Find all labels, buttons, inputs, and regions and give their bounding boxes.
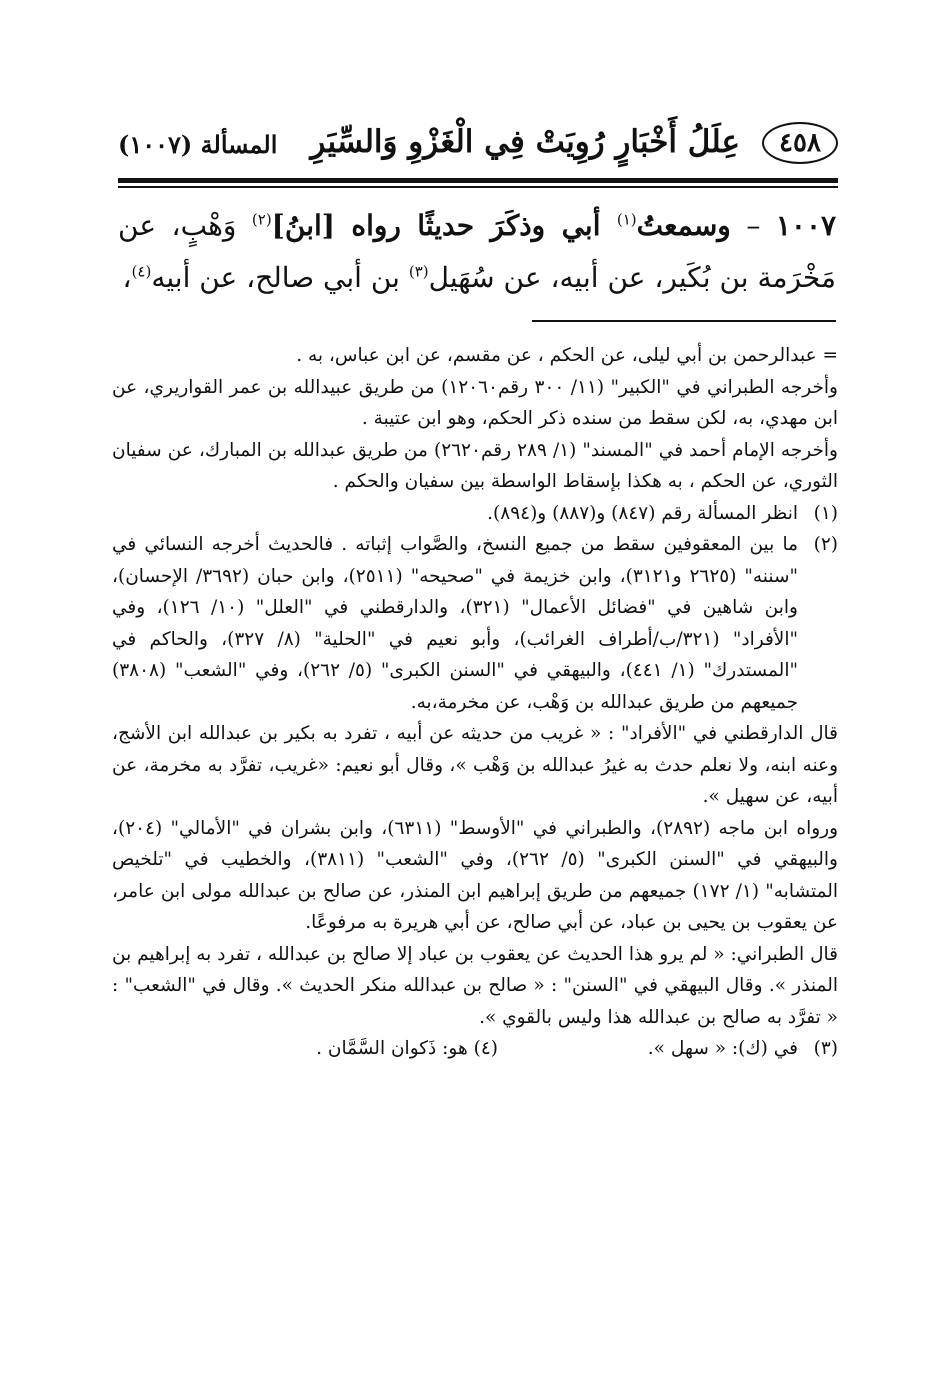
- footnote-1: [112, 498, 838, 530]
- footnote-text: ما بين المعقوفين سقط من جميع النسخ، والصَّواب إثباته . فالحديث أخرجه النسائي في "سننه" (٢٦٢٥ و٣١٢١)، وابن خزيمة في "صحيحه" (٢٥١١)، وابن حبان (٣٦٩٢/ الإحسان)، وابن شاهين في "فضائل الأعمال" (٣٢١)، والدارقطني في "العلل" (١٠/ ١٢٦)، وفي "الأفراد" (٣٢١/ب/أطراف الغرائب)، وأبو نعيم في "الحلية" (٨/ ٣٢٧)، والحاكم في "المستدرك" (١/ ٤٤١)، والبيهقي في "السنن الكبرى" (٥/ ٢٦٢)، وفي "الشعب" (٣٨٠٨) جميعهم من طريق عبدالله بن وَهْب، عن مخرمة،به.: [112, 534, 799, 713]
- issue-label: المسألة (١٠٠٧): [118, 130, 278, 159]
- footnote-4: [112, 1033, 498, 1065]
- footnote-paragraph: قال الطبراني: « لم يرو هذا الحديث عن يعقوب بن عباد إلا صالح بن عبدالله ، تفرد به إبراهيم بن المنذر ». وقال البيهقي في "السنن" : « صالح بن عبدالله منكر الحديث ». وقال في "الشعب" : « تفرَّد به صالح بن عبدالله هذا وليس بالقوي ».: [111, 943, 838, 1028]
- continuation-line: = عبدالرحمن بن أبي ليلى، عن الحكم ، عن مقسم، عن ابن عباس، به .: [296, 345, 838, 366]
- main-seg-1: وسمعتُ: [636, 209, 731, 242]
- footnote-text: في (ك): « سهل ».: [647, 1038, 798, 1059]
- main-seg-3: وَهْبٍ، عن مَخْرَمة بن بُكَير، عن أبيه، عن سُهَيل: [118, 209, 836, 294]
- main-seg-4: بن أبي صالح، عن أبيه: [151, 261, 409, 294]
- page-number-badge: [762, 122, 838, 164]
- header-rule-thick: [118, 178, 838, 183]
- footnote-2: [112, 529, 838, 718]
- header-rule-thin: [118, 186, 838, 188]
- page-header: [118, 118, 838, 176]
- running-title: عِلَلُ أَخْبَارٍ رُوِيَتْ فِي الْغَزْوِ وَالسِّيَرِ: [310, 124, 740, 160]
- footnotes: [112, 340, 838, 1065]
- footnote-ref-4: (٤): [131, 262, 152, 281]
- main-seg-5: ،: [122, 261, 132, 294]
- continuation-line: وأخرجه الإمام أحمد في "المسند" (١/ ٢٨٩ رقم٢٦٢٠) من طريق عبدالله بن المبارك، عن سفيان الثوري، عن الحكم ، به هكذا بإسقاط الواسطة بين سفيان والحكم .: [112, 439, 838, 492]
- footnote-paragraph: قال الدارقطني في "الأفراد" : « غريب من حديثه عن أبيه ، تفرد به بكير بن عبدالله ابن الأشج، وعنه ابنه، ولا نعلم حدث به غيرُ عبدالله بن وَهْب »، وقال أبو نعيم: «غريب، تفرَّد به مخرمة، عن أبيه، عن سهيل ».: [112, 723, 838, 807]
- footnote-ref-2: (٢): [251, 210, 272, 229]
- footnotes-3-4: [112, 1033, 838, 1065]
- issue-number: ١٠٠٧: [775, 209, 837, 242]
- footnote-text: هو: ذَكوان السَّمَّان .: [316, 1038, 468, 1059]
- main-seg-2: أبي وذكَرَ حديثًا رواه [ابنُ]: [271, 209, 617, 242]
- footnote-marker: (٣): [813, 1038, 838, 1059]
- footnote-separator: [532, 320, 836, 322]
- continuation-line: وأخرجه الطبراني في "الكبير" (١١/ ٣٠٠ رقم١٢٠٦٠) من طريق عبيدالله بن عمر القواريري، عن ابن مهدي، به، لكن سقط من سنده ذكر الحكم، وهو ابن عتيبة .: [112, 376, 838, 429]
- footnote-marker: (٢): [813, 534, 838, 555]
- main-text: [118, 200, 836, 304]
- footnote-text: انظر المسألة رقم (٨٤٧) و(٨٨٧) و(٨٩٤).: [487, 502, 798, 524]
- footnote-ref-3: (٣): [408, 262, 429, 281]
- dash: –: [730, 209, 776, 242]
- footnote-ref-1: (١): [616, 210, 637, 229]
- page-number: ٤٥٨: [779, 128, 821, 158]
- footnote-marker: (١): [813, 502, 838, 524]
- footnote-marker: (٤): [473, 1038, 498, 1059]
- footnote-paragraph: ورواه ابن ماجه (٢٨٩٢)، والطبراني في "الأوسط" (٦٣١١)، وابن بشران في "الأمالي" (٢٠٤)، والبيهقي في "السنن الكبرى" (٥/ ٢٦٢)، وفي "الشعب" (٣٨١١)، والخطيب في "تلخيص المتشابه" (١/ ١٧٢) جميعهم من طريق إبراهيم ابن المنذر، عن صالح بن عبدالله مولى ابن عامر، عن يعقوب بن يحيى بن عباد، عن أبي صالح، عن أبي هريرة به مرفوعًا.: [112, 817, 839, 933]
